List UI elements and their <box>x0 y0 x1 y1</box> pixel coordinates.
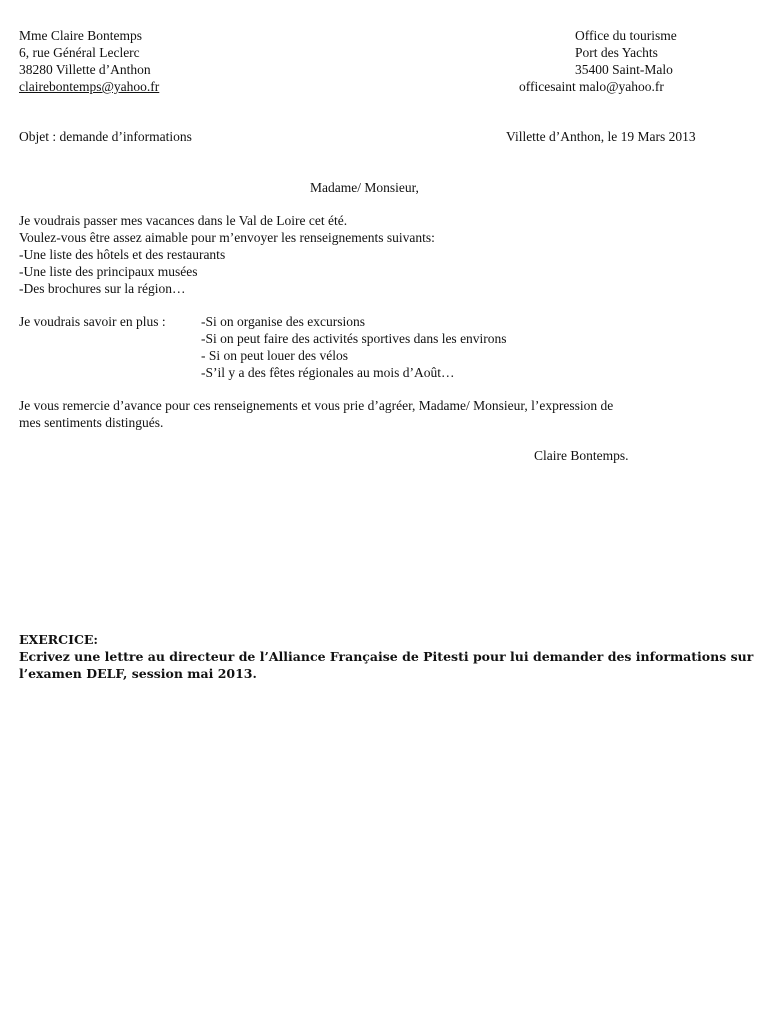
sender-email-link[interactable]: clairebontemps@yahoo.fr <box>19 79 160 94</box>
sender-city: 38280 Villette d’Anthon <box>19 62 151 77</box>
recipient-street: Port des Yachts <box>575 45 658 60</box>
body-request: Voulez-vous être assez aimable pour m’envoyer les renseignements suivants: <box>19 230 435 245</box>
body-list-item: -Une liste des principaux musées <box>19 264 198 279</box>
exercise-block <box>19 631 754 682</box>
recipient-city: 35400 Saint-Malo <box>575 62 673 77</box>
savoir-list-item: -Si on peut faire des activités sportives dans les environs <box>201 331 507 346</box>
body-intro: Je voudrais passer mes vacances dans le Val de Loire cet été. <box>19 213 348 228</box>
closing-line: mes sentiments distingués. <box>19 415 164 430</box>
letter-subject: Objet : demande d’informations <box>19 129 192 144</box>
body-list-item: -Des brochures sur la région… <box>19 281 186 296</box>
exercise-title: EXERCICE: <box>19 632 99 647</box>
exercise-instruction: l’examen DELF, session mai 2013. <box>19 666 257 681</box>
sender-address-block <box>19 27 159 95</box>
savoir-list <box>201 313 507 381</box>
closing-line: Je vous remercie d’avance pour ces renseignements et vous prie d’agréer, Madame/ Monsieur, l’expression de <box>19 398 614 413</box>
salutation: Madame/ Monsieur, <box>310 180 419 195</box>
sender-street: 6, rue Général Leclerc <box>19 45 140 60</box>
exercise-instruction: Ecrivez une lettre au directeur de l’Alliance Française de Pitesti pour lui demander des informations sur <box>19 649 754 664</box>
savoir-list-item: -S’il y a des fêtes régionales au mois d’Août… <box>201 365 455 380</box>
letter-body <box>19 212 435 297</box>
body-list-item: -Une liste des hôtels et des restaurants <box>19 247 226 262</box>
savoir-label: Je voudrais savoir en plus : <box>19 314 166 329</box>
letter-date: Villette d’Anthon, le 19 Mars 2013 <box>506 129 696 144</box>
signature: Claire Bontemps. <box>534 448 629 463</box>
recipient-email: officesaint malo@yahoo.fr <box>519 79 664 94</box>
savoir-list-item: - Si on peut louer des vélos <box>201 348 348 363</box>
closing-paragraph <box>19 397 719 431</box>
savoir-list-item: -Si on organise des excursions <box>201 314 365 329</box>
sender-name: Mme Claire Bontemps <box>19 28 142 43</box>
recipient-name: Office du tourisme <box>575 28 677 43</box>
recipient-address-block <box>575 27 677 78</box>
